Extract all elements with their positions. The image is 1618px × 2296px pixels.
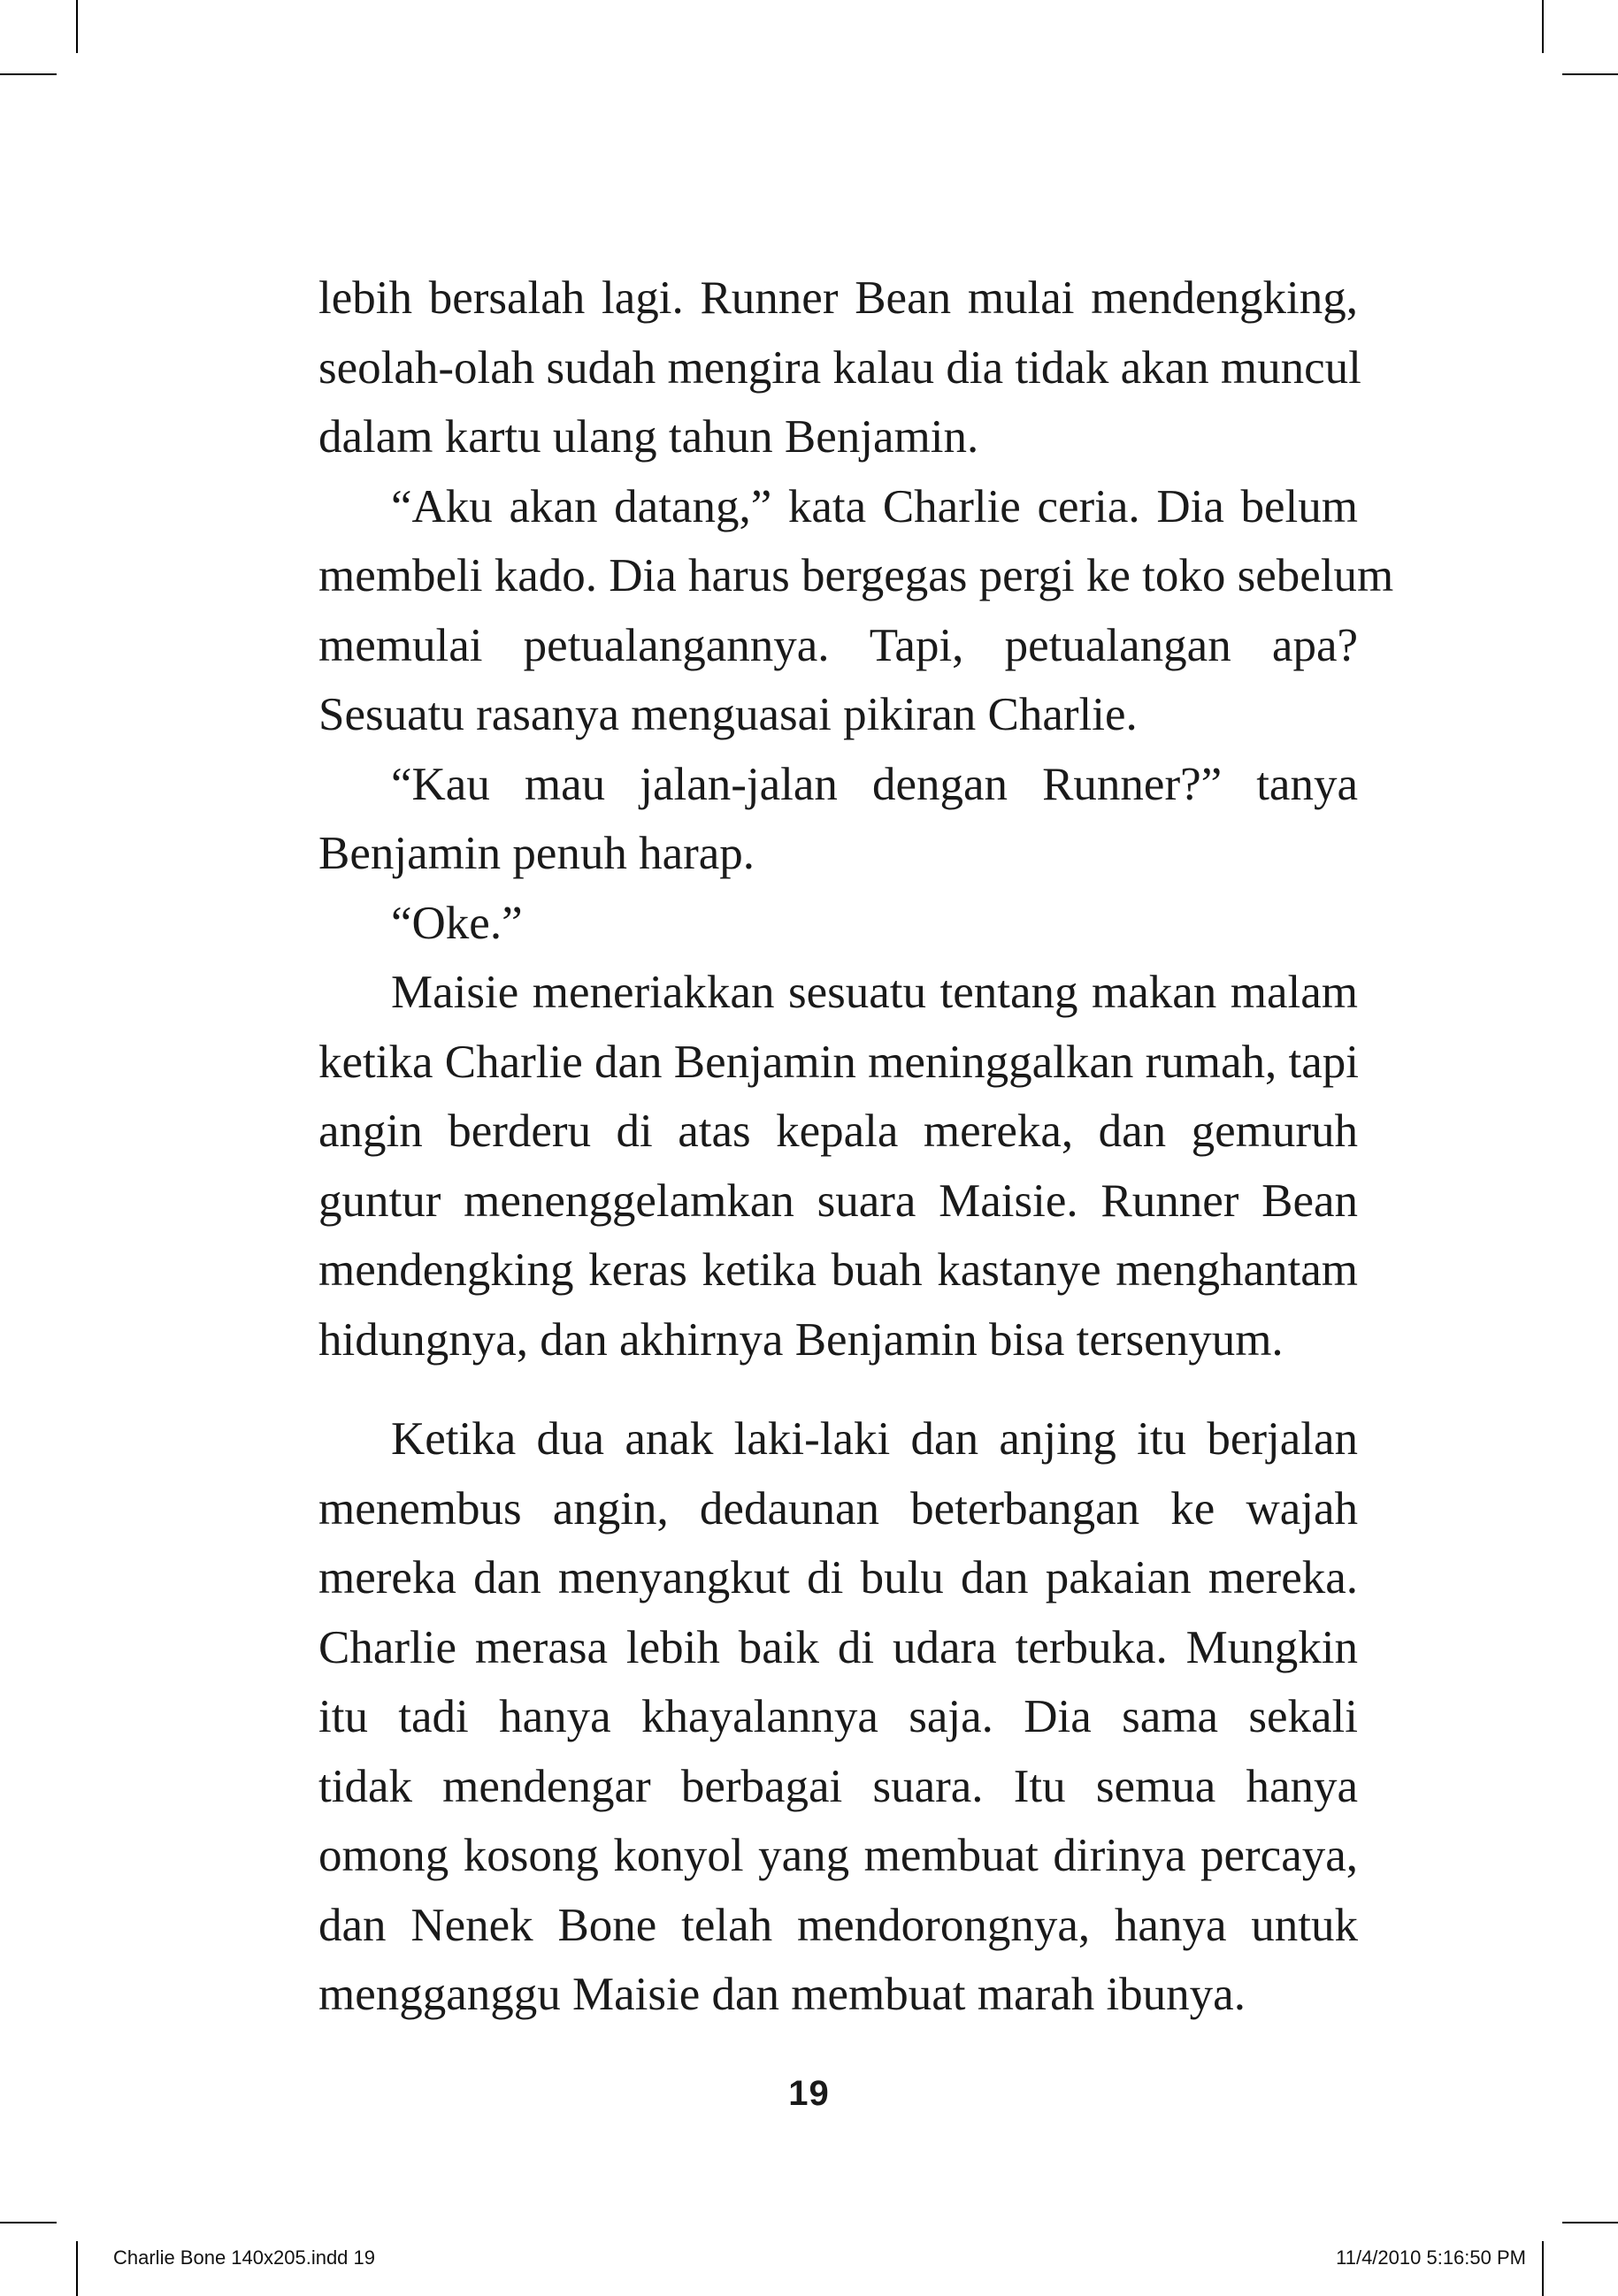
text-line: mengganggu Maisie dan membuat marah ibunya. <box>318 1969 1246 2020</box>
text-line: itu tadi hanya khayalannya saja. Dia sama sekali <box>318 1691 1358 1742</box>
text-line: mendengking keras ketika buah kastanye menghantam <box>318 1244 1358 1296</box>
text-line: memulai petualangannya. Tapi, petualangan apa? <box>318 619 1358 671</box>
text-line: Charlie merasa lebih baik di udara terbuka. Mungkin <box>318 1621 1358 1673</box>
text-line: angin berderu di atas kepala mereka, dan gemuruh <box>318 1106 1358 1157</box>
text-line: “Oke.” <box>391 897 523 949</box>
text-line: mereka dan menyangkut di bulu dan pakaian mereka. <box>318 1552 1358 1603</box>
slug-timestamp: 11/4/2010 5:16:50 PM <box>1336 2246 1526 2269</box>
text-line: Maisie meneriakkan sesuatu tentang makan malam <box>391 967 1358 1018</box>
paragraph <box>318 472 1394 750</box>
text-line: lebih bersalah lagi. Runner Bean mulai mendengking, <box>318 272 1358 324</box>
text-line: membeli kado. Dia harus bergegas pergi ke toko sebelum <box>318 550 1394 601</box>
paragraph <box>318 1404 1358 2030</box>
text-line: dalam kartu ulang tahun Benjamin. <box>318 411 979 463</box>
text-line: hidungnya, dan akhirnya Benjamin bisa tersenyum. <box>318 1313 1284 1366</box>
text-line: tidak mendengar berbagai suara. Itu semua hanya <box>318 1760 1358 1812</box>
slug-file-name: Charlie Bone 140x205.indd 19 <box>113 2246 376 2269</box>
crop-mark-top-left-horizontal <box>0 73 57 75</box>
crop-mark-bottom-left-horizontal <box>0 2222 57 2223</box>
paragraph-spacer <box>318 1374 1358 1404</box>
crop-mark-top-right-vertical <box>1542 0 1544 53</box>
crop-mark-bottom-right-vertical <box>1542 2241 1544 2296</box>
text-line: “Kau mau jalan-jalan dengan Runner?” tanya <box>391 758 1358 810</box>
body-text <box>318 264 1394 2030</box>
text-line: guntur menenggelamkan suara Maisie. Runner Bean <box>318 1175 1358 1227</box>
text-line: seolah-olah sudah mengira kalau dia tidak akan muncul <box>318 341 1361 394</box>
text-line: Ketika dua anak laki-laki dan anjing itu berjalan <box>391 1413 1358 1465</box>
text-line: menembus angin, dedaunan beterbangan ke wajah <box>318 1482 1358 1534</box>
text-line: omong kosong konyol yang membuat dirinya percaya, <box>318 1830 1358 1881</box>
text-line: dan Nenek Bone telah mendorongnya, hanya untuk <box>318 1899 1358 1951</box>
paragraph <box>318 889 1358 959</box>
text-line: Benjamin penuh harap. <box>318 828 755 879</box>
paragraph <box>318 750 1358 889</box>
text-line: “Aku akan datang,” kata Charlie ceria. Dia belum <box>391 480 1358 532</box>
text-line: ketika Charlie dan Benjamin meninggalkan rumah, tapi <box>318 1036 1359 1088</box>
crop-mark-top-left-vertical <box>76 0 78 53</box>
crop-mark-bottom-left-vertical <box>76 2241 78 2296</box>
crop-mark-top-right-horizontal <box>1562 73 1618 75</box>
crop-mark-bottom-right-horizontal <box>1562 2222 1618 2223</box>
text-line: Sesuatu rasanya menguasai pikiran Charlie. <box>318 689 1138 740</box>
paragraph <box>318 264 1361 472</box>
page-number: 19 <box>788 2074 830 2113</box>
paragraph <box>318 958 1358 1374</box>
